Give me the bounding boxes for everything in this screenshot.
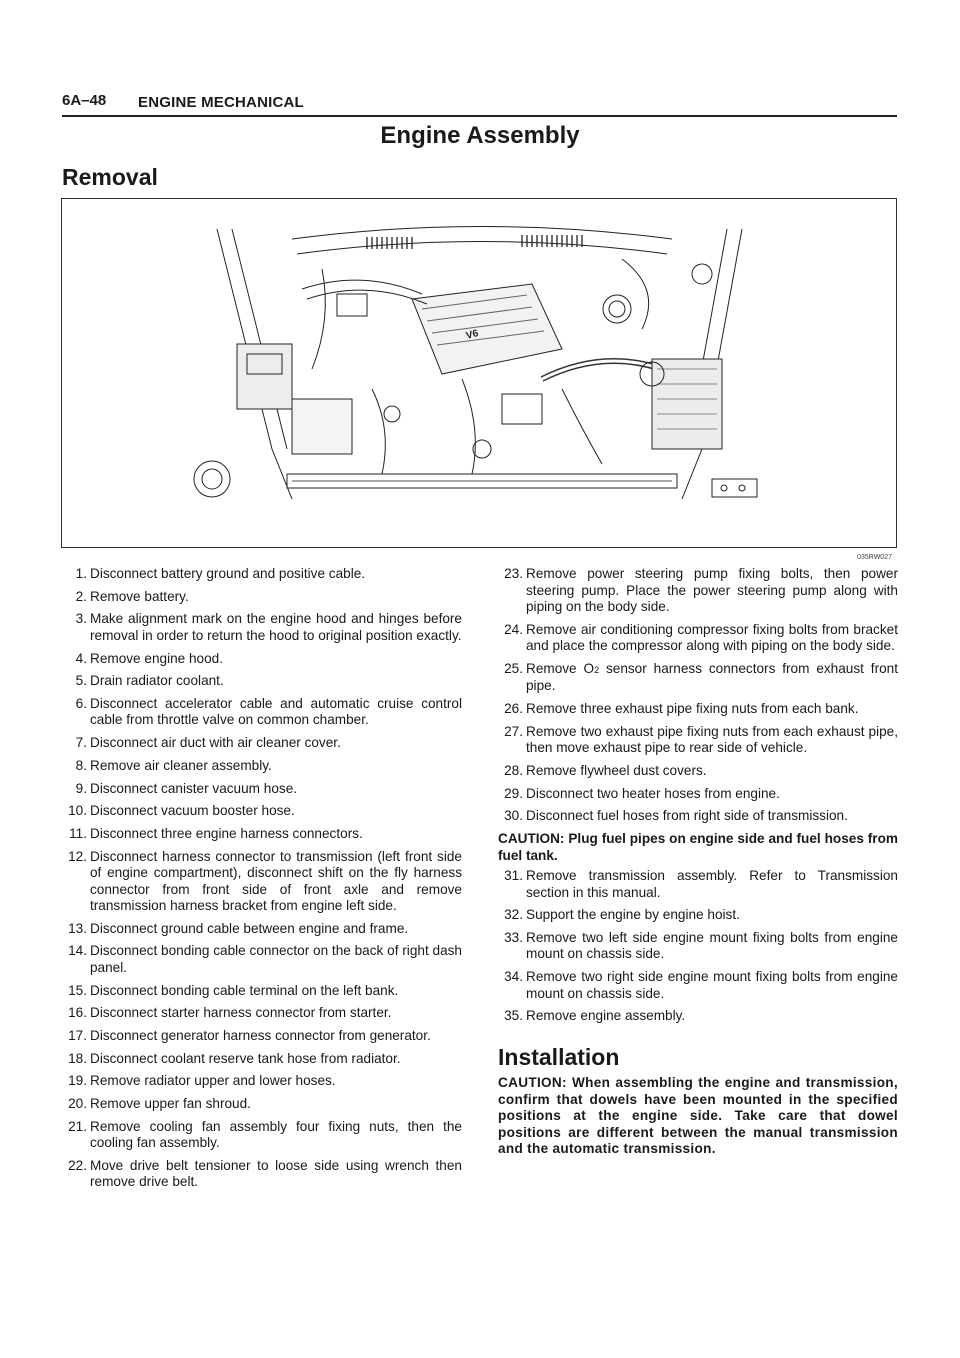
step-20: 20. Remove upper fan shroud. bbox=[68, 1096, 251, 1112]
step-34: 34. Remove two right side engine mount fixing bolts from engine mount on chassis side. bbox=[504, 969, 898, 1001]
step-22: 22. Move drive belt tensioner to loose side using wrench then remove drive belt. bbox=[68, 1157, 462, 1190]
step-18: 18. Disconnect coolant reserve tank hose from radiator. bbox=[68, 1050, 401, 1066]
step-32: 32. Support the engine by engine hoist. bbox=[504, 907, 740, 923]
removal-heading: Removal bbox=[62, 164, 158, 190]
engine-bay-illustration bbox=[62, 199, 896, 547]
step-14: 14. Disconnect bonding cable connector on the back of right dash panel. bbox=[68, 943, 462, 975]
step-25: 25. Remove O2 sensor harness connectors from exhaust front pipe. bbox=[504, 660, 899, 694]
header-rule bbox=[62, 115, 897, 117]
step-8: 8. Remove air cleaner assembly. bbox=[75, 757, 272, 773]
caution-installation: CAUTION: When assembling the engine and transmission, confirm that dowels have been mounted in the specified positions at the engine side. Take care that dowel positions are different between the manual transmission and the automatic transmission. bbox=[498, 1075, 898, 1157]
step-13: 13. Disconnect ground cable between engine and frame. bbox=[68, 920, 409, 936]
step-5: 5. Drain radiator coolant. bbox=[75, 673, 224, 689]
figure-code: 035RW027 bbox=[857, 554, 892, 561]
step-23: 23. Remove power steering pump fixing bolts, then power steering pump. Place the power steering pump along with piping on the body side. bbox=[504, 566, 898, 614]
step-2: 2. Remove battery. bbox=[75, 588, 189, 604]
step-4: 4. Remove engine hood. bbox=[75, 650, 224, 666]
page-title: Engine Assembly bbox=[380, 122, 580, 149]
step-9: 9. Disconnect canister vacuum hose. bbox=[75, 780, 298, 796]
page-number: 6A–48 bbox=[62, 92, 107, 109]
step-6: 6. Disconnect accelerator cable and automatic cruise control cable from throttle valve on common chamber. bbox=[75, 695, 462, 728]
step-1: 1. Disconnect battery ground and positive cable. bbox=[75, 566, 366, 581]
step-28: 28. Remove flywheel dust covers. bbox=[504, 762, 707, 778]
step-24: 24. Remove air conditioning compressor fixing bolts from bracket and place the compressor along with piping on the body side. bbox=[504, 621, 898, 654]
step-30: 30. Disconnect fuel hoses from right side of transmission. bbox=[504, 808, 848, 824]
step-35: 35. Remove engine assembly. bbox=[504, 1008, 686, 1024]
page-header bbox=[62, 86, 897, 116]
section-name: ENGINE MECHANICAL bbox=[138, 94, 304, 111]
step-31: 31. Remove transmission assembly. Refer to Transmission section in this manual. bbox=[504, 868, 898, 900]
step-21: 21. Remove cooling fan assembly four fixing nuts, then the cooling fan assembly. bbox=[68, 1118, 462, 1151]
step-7: 7. Disconnect air duct with air cleaner cover. bbox=[75, 735, 341, 751]
step-15: 15. Disconnect bonding cable terminal on the left bank. bbox=[68, 982, 399, 998]
step-33: 33. Remove two left side engine mount fixing bolts from engine mount on chassis side. bbox=[504, 929, 898, 962]
engine-bay-figure bbox=[61, 198, 897, 561]
step-26: 26. Remove three exhaust pipe fixing nuts from each bank. bbox=[504, 701, 859, 717]
step-16: 16. Disconnect starter harness connector from starter. bbox=[68, 1005, 392, 1021]
step-10: 10. Disconnect vacuum booster hose. bbox=[68, 803, 295, 819]
step-29: 29. Disconnect two heater hoses from engine. bbox=[504, 785, 780, 801]
caution-fuel: CAUTION: Plug fuel pipes on engine side and fuel hoses from fuel tank. bbox=[498, 831, 898, 863]
step-27: 27. Remove two exhaust pipe fixing nuts from each exhaust pipe, then move exhaust pipe to rear side of vehicle. bbox=[504, 723, 898, 756]
left-column bbox=[62, 566, 462, 1197]
step-12: 12. Disconnect harness connector to transmission (left front side of engine compartment), disconnect shift on the fly harness connector from front side of front axle and remove transmission harness bracket from engine left side. bbox=[68, 848, 462, 914]
step-17: 17. Disconnect generator harness connector from generator. bbox=[68, 1028, 431, 1043]
step-19: 19. Remove radiator upper and lower hoses. bbox=[68, 1073, 336, 1089]
step-11: 11. Disconnect three engine harness connectors. bbox=[69, 825, 363, 841]
engine-v6-marking: V6 bbox=[464, 328, 480, 342]
step-3: 3. Make alignment mark on the engine hood and hinges before removal in order to return the hood to original position exactly. bbox=[75, 611, 462, 643]
right-column bbox=[498, 566, 898, 1158]
installation-heading: Installation bbox=[498, 1043, 620, 1070]
